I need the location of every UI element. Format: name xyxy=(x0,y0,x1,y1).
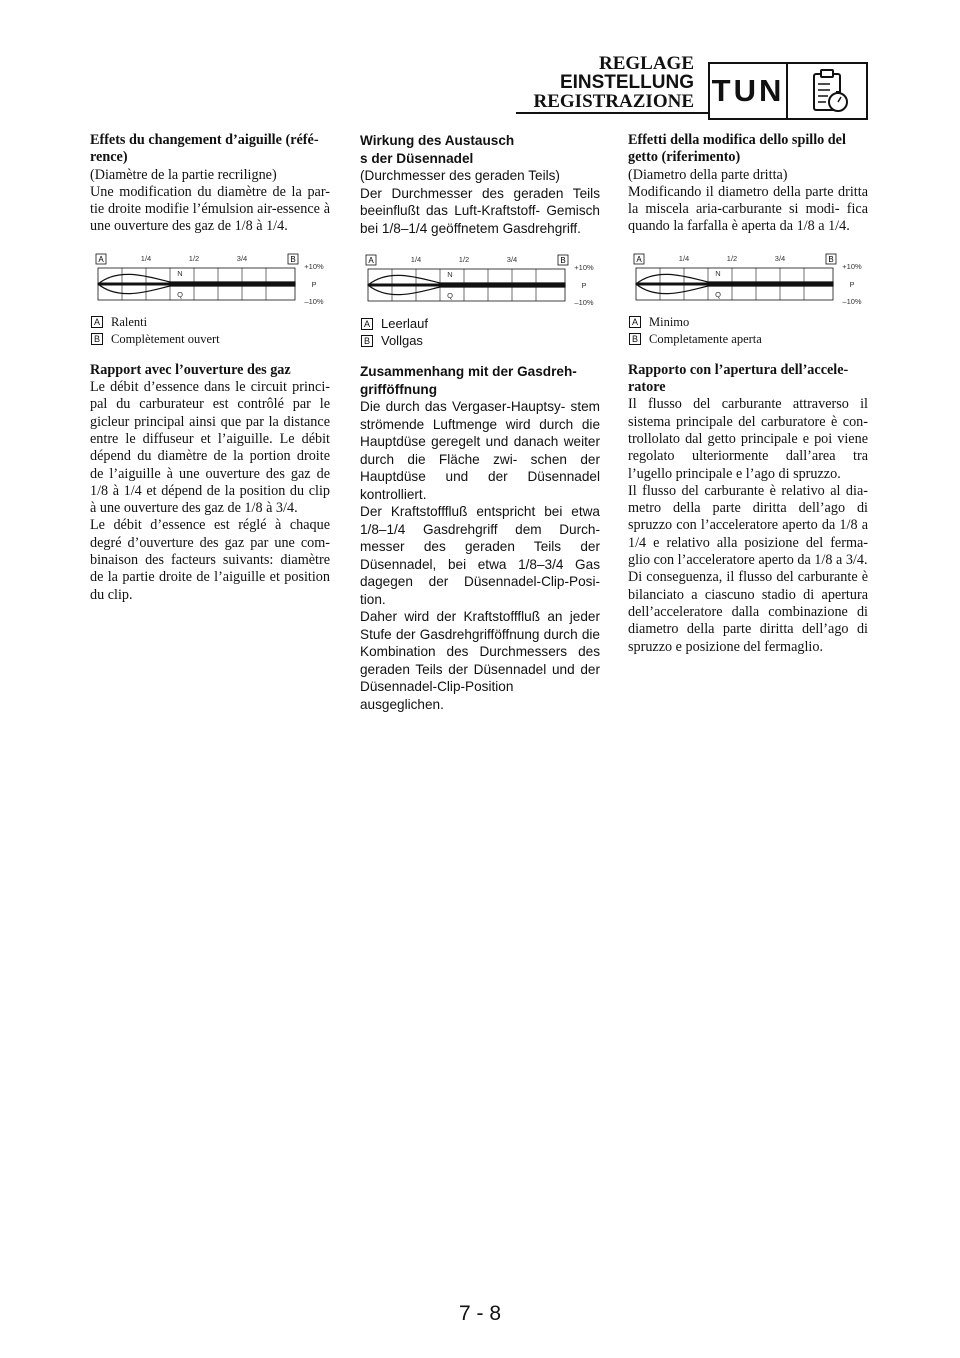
it-heading2-line2: ratore xyxy=(628,379,666,396)
column-italian xyxy=(628,132,868,656)
it-subheading: (Diametro della parte dritta) xyxy=(628,166,788,183)
de-paragraph4: Daher wird der Kraftstofffluß an jeder Stufe der Gasdrehgrifföffnung durch die Kombination des Durchmessers des geraden Teils der Düsennadel und der Düsennadel-Clip-Position ausgeglichen. xyxy=(360,609,600,712)
needle-diagram-svg xyxy=(628,248,868,304)
it-paragraph1: Modificando il diametro della parte dritta la miscela aria-carburante si modi- fica quando la farfalla è aperta da 1/8 a 1/4. xyxy=(628,183,868,235)
needle-diagram-de xyxy=(360,249,600,305)
page-number: 7 - 8 xyxy=(458,1302,502,1325)
needle-diagram-svg xyxy=(360,249,600,305)
it-heading2-line1: Rapporto con l’apertura dell’accele- xyxy=(628,361,849,378)
fr-paragraph2: Le débit d’essence dans le circuit princi- pal du carburateur est contrôlé par le gicleur principal ainsi que par la distance entre le diffuseur et l’aiguille. Le débit dépend du diamètre de la portion droite de l’aiguille à une ouverture des gaz de 1/8 à 1/4 et dépend de la position du clip à une ouverture des gaz de 1/8 à 3/4. xyxy=(90,379,330,517)
diagram-label-plus: +10% xyxy=(842,261,862,271)
fr-legend-b xyxy=(90,331,330,348)
diagram-label-q: Q xyxy=(447,291,453,300)
fr-heading1-line1: Effets du changement d’aiguille (réfé- xyxy=(90,132,319,148)
section-titles xyxy=(534,54,695,111)
title-fr: REGLAGE xyxy=(598,53,694,74)
diagram-label-b: B xyxy=(290,254,296,264)
diagram-label-a: A xyxy=(98,254,104,264)
diagram-label-b: B xyxy=(828,254,834,264)
de-paragraph3: Der Kraftstofffluß entspricht bei etwa 1/8–1/4 Gasdrehgriff dem Durch- messer des geraden Teils der Düsennadel, bei etwa 1/8–3/4 Gas dagegen der Düsennadel-Clip-Posi- tion. xyxy=(360,504,600,607)
section-code-box xyxy=(708,62,788,120)
legend-key-a: A xyxy=(91,316,103,328)
de-heading1-line1: Wirkung des Austausch xyxy=(360,133,515,148)
de-paragraph2: Die durch das Vergaser-Hauptsy- stem strömende Luftmenge wird durch die Hauptdüse geregelt und danach weiter durch die Fläche zwi- schen der Hauptdüse und der Düsennadel kontrolliert. xyxy=(360,399,600,502)
it-paragraph3: Il flusso del carburante è relativo al dia- metro della parte diritta dell’ago di spruzzo con l’acceleratore aperto da 1/8 a 1/4 e relativo alla posizione del ferma- glio con l’acceleratore aperto da 1/8 a 3/4. xyxy=(628,482,868,569)
needle-diagram-svg xyxy=(90,248,330,304)
diagram-label-a: A xyxy=(636,254,642,264)
clipboard-stopwatch-icon xyxy=(788,64,866,120)
tick-half: 1/2 xyxy=(458,255,470,264)
legend-key-b: B xyxy=(629,333,641,345)
legend-key-b: B xyxy=(361,335,373,347)
de-legend-b xyxy=(360,332,600,349)
de-legend-b-text: Vollgas xyxy=(381,332,423,348)
diagram-label-q: Q xyxy=(177,289,183,299)
title-it: REGISTRAZIONE xyxy=(533,91,694,112)
section-code: TUN xyxy=(711,73,785,108)
de-subheading: (Durchmesser des geraden Teils) xyxy=(360,168,560,183)
diagram-label-minus: –10% xyxy=(842,296,862,306)
fr-legend-b-text: Complètement ouvert xyxy=(111,331,220,346)
fr-paragraph3: Le débit d’essence est réglé à chaque degré d’ouverture des gaz par une com- binaison des facteurs suivants: diamètre de la partie droite de l’aiguille et position du clip. xyxy=(90,517,330,603)
fr-legend xyxy=(90,314,330,348)
it-legend xyxy=(628,314,868,348)
diagram-label-plus: +10% xyxy=(574,263,594,272)
tick-three-quarter: 3/4 xyxy=(506,255,518,264)
diagram-label-a: A xyxy=(368,256,374,265)
diagram-label-n: N xyxy=(177,268,183,278)
needle-diagram-it xyxy=(628,248,868,304)
it-heading1-line1: Effetti della modifica dello spillo del xyxy=(628,132,846,148)
diagram-label-p: P xyxy=(311,279,317,289)
diagram-label-b: B xyxy=(560,256,566,265)
it-legend-b-text: Completamente aperta xyxy=(649,331,762,346)
it-legend-b xyxy=(628,331,868,348)
tick-three-quarter: 3/4 xyxy=(774,253,786,263)
diagram-label-minus: –10% xyxy=(304,296,324,306)
diagram-label-n: N xyxy=(715,268,721,278)
it-legend-a xyxy=(628,314,868,331)
tick-half: 1/2 xyxy=(726,253,738,263)
legend-key-a: A xyxy=(629,316,641,328)
diagram-label-q: Q xyxy=(715,289,721,299)
legend-key-b: B xyxy=(91,333,103,345)
de-heading2-line2: grifföffnung xyxy=(360,381,437,397)
fr-paragraph1: Une modification du diamètre de la par- tie droite modifie l’émulsion air-essence à une ouverture des gaz de 1/8 à 1/4. xyxy=(90,183,330,235)
fr-heading2: Rapport avec l’ouverture des gaz xyxy=(90,361,291,378)
de-legend xyxy=(360,315,600,349)
it-paragraph4: Di conseguenza, il flusso del carburante è bilanciato a ciascuno stadio di apertura dell’acceleratore dalla combinazione di diametro della parte diritta dell’ago di spruzzo e posizione del fermaglio. xyxy=(628,569,868,655)
tick-quarter: 1/4 xyxy=(410,255,422,264)
tick-quarter: 1/4 xyxy=(140,253,152,263)
fr-subheading: (Diamètre de la partie recriligne) xyxy=(90,166,277,183)
section-icon-box xyxy=(788,62,868,120)
fr-heading1-line2: rence) xyxy=(90,149,128,166)
diagram-label-p: P xyxy=(849,279,855,289)
de-legend-a-text: Leerlauf xyxy=(381,315,428,331)
tick-three-quarter: 3/4 xyxy=(236,253,248,263)
diagram-label-minus: –10% xyxy=(574,298,594,307)
it-paragraph2: Il flusso del carburante attraverso il sistema principale del carburatore è con- trollolato dal getto principale e poi viene regolato ulteriormente dall’area tra l’ugello principale e l’ago di spruzzo. xyxy=(628,396,868,482)
column-german xyxy=(360,132,600,713)
de-paragraph1: Der Durchmesser des geraden Teils beeinflußt das Luft-Kraftstoff- Gemisch bei 1/8–1/4 geöffnetem Gasdrehgriff. xyxy=(360,185,600,236)
diagram-label-plus: +10% xyxy=(304,261,324,271)
de-heading1-line2: s der Düsennadel xyxy=(360,150,474,166)
header-rule xyxy=(516,112,708,114)
de-legend-a xyxy=(360,315,600,332)
it-heading1-line2: getto (riferimento) xyxy=(628,149,741,166)
fr-legend-a-text: Ralenti xyxy=(111,314,148,329)
legend-key-a: A xyxy=(361,318,373,330)
tick-quarter: 1/4 xyxy=(678,253,690,263)
it-legend-a-text: Minimo xyxy=(649,314,690,329)
de-heading2-line1: Zusammenhang mit der Gasdreh- xyxy=(360,364,577,379)
title-de: EINSTELLUNG xyxy=(559,72,694,93)
needle-diagram-fr xyxy=(90,248,330,304)
diagram-label-n: N xyxy=(447,270,453,279)
column-french xyxy=(90,132,330,604)
diagram-label-p: P xyxy=(581,281,587,290)
fr-legend-a xyxy=(90,314,330,331)
tick-half: 1/2 xyxy=(188,253,200,263)
